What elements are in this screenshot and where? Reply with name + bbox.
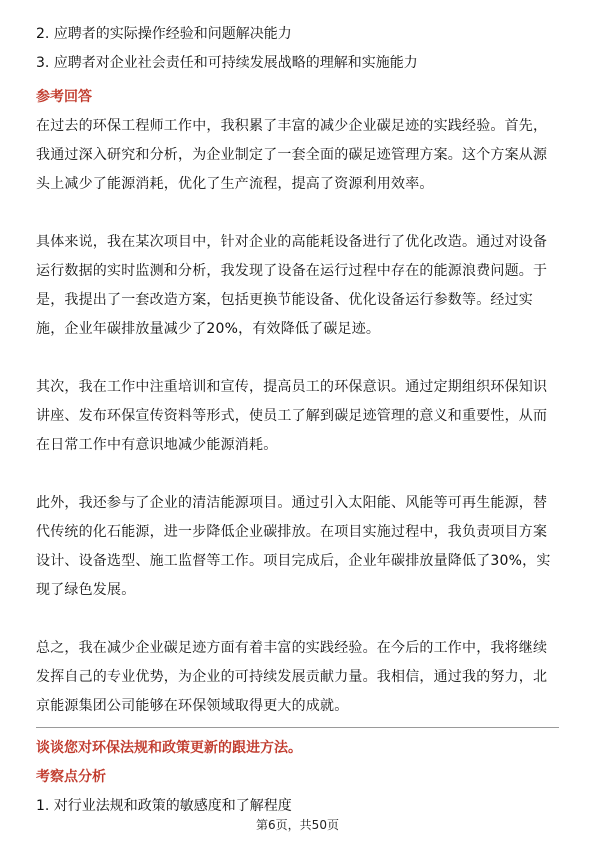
paragraph-line: 是，我提出了一套改造方案，包括更换节能设备、优化设备运行参数等。经过实: [36, 292, 533, 308]
paragraph-line: 其次，我在工作中注重培训和宣传，提高员工的环保意识。通过定期组织环保知识: [36, 379, 548, 395]
paragraph-line: 设计、设备选型、施工监督等工作。项目完成后，企业年碳排放量降低了30%，实: [36, 553, 551, 569]
paragraph-line: 现了绿色发展。: [36, 582, 136, 598]
section-divider: [36, 727, 559, 728]
list-item: 3. 应聘者对企业社会责任和可持续发展战略的理解和实施能力: [36, 55, 418, 71]
question-heading: 谈谈您对环保法规和政策更新的跟进方法。: [36, 740, 302, 756]
list-item: 2. 应聘者的实际操作经验和问题解决能力: [36, 26, 292, 42]
paragraph-line: 发挥自己的专业优势，为企业的可持续发展贡献力量。我相信，通过我的努力，北: [36, 669, 548, 685]
paragraph-line: 我通过深入研究和分析，为企业制定了一套全面的碳足迹管理方案。这个方案从源: [36, 147, 548, 163]
paragraph-line: 代传统的化石能源，进一步降低企业碳排放。在项目实施过程中，我负责项目方案: [36, 524, 548, 540]
paragraph-line: 总之，我在减少企业碳足迹方面有着丰富的实践经验。在今后的工作中，我将继续: [36, 640, 548, 656]
paragraph-line: 此外，我还参与了企业的清洁能源项目。通过引入太阳能、风能等可再生能源，替: [36, 495, 548, 511]
paragraph-line: 运行数据的实时监测和分析，我发现了设备在运行过程中存在的能源浪费问题。于: [36, 263, 548, 279]
reference-answer-heading: 参考回答: [36, 89, 92, 105]
page-footer: 第6页，共50页: [256, 818, 339, 832]
paragraph-line: 京能源集团公司能够在环保领域取得更大的成就。: [36, 698, 349, 714]
analysis-heading: 考察点分析: [36, 769, 106, 785]
paragraph-line: 施，企业年碳排放量减少了20%，有效降低了碳足迹。: [36, 321, 381, 337]
paragraph-line: 在过去的环保工程师工作中，我积累了丰富的减少企业碳足迹的实践经验。首先，: [36, 118, 548, 134]
paragraph-line: 在日常工作中有意识地减少能源消耗。: [36, 437, 278, 453]
paragraph-line: 头上减少了能源消耗，优化了生产流程，提高了资源利用效率。: [36, 176, 434, 192]
list-item: 1. 对行业法规和政策的敏感度和了解程度: [36, 798, 292, 814]
paragraph-line: 具体来说，我在某次项目中，针对企业的高能耗设备进行了优化改造。通过对设备: [36, 234, 548, 250]
paragraph-line: 讲座、发布环保宣传资料等形式，使员工了解到碳足迹管理的意义和重要性，从而: [36, 408, 548, 424]
